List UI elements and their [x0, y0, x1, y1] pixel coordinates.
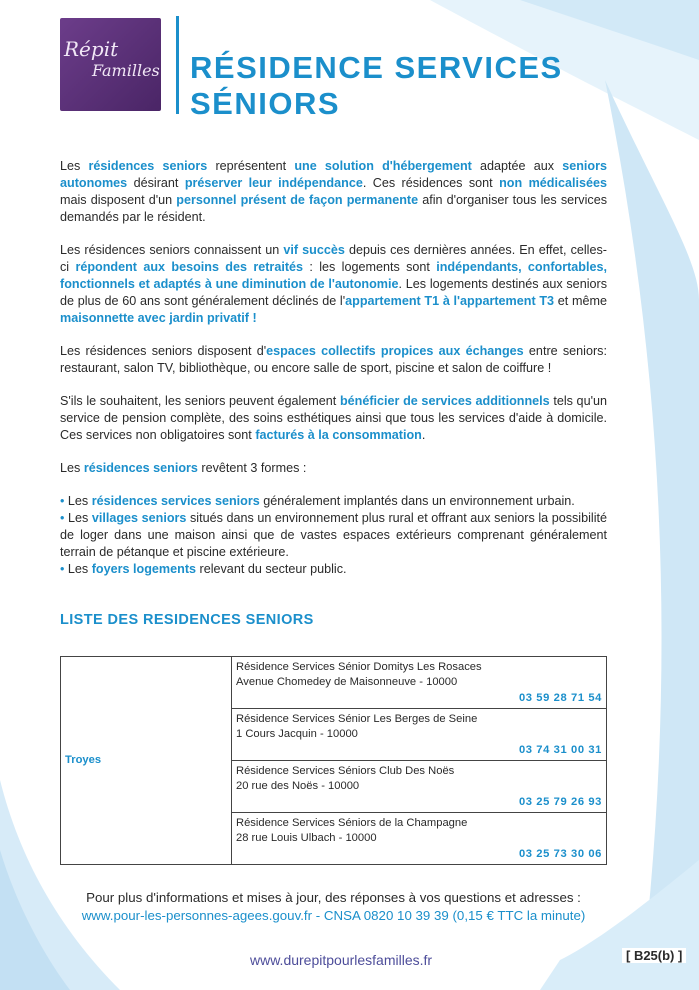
highlighted-text: une solution d'hébergement — [294, 159, 472, 173]
residence-phone[interactable]: 03 25 79 26 93 — [518, 796, 602, 808]
highlighted-text: indépendants, confortables, fonctionnels et adaptés à une diminution de l'autonomie — [60, 260, 608, 291]
residence-phone[interactable]: 03 74 31 00 31 — [518, 744, 602, 756]
highlighted-text: foyers logements — [91, 562, 197, 576]
body-text: S'ils le souhaitent, les seniors peuvent également — [60, 394, 340, 408]
repit-familles-logo — [60, 18, 161, 111]
highlighted-text: seniors autonomes — [60, 159, 608, 190]
paragraph-forms — [60, 460, 607, 477]
residence-name: Résidence Services Sénior Domitys Les Rosaces — [236, 661, 482, 673]
body-text: représentent — [207, 159, 295, 173]
footer-info-link[interactable]: www.pour-les-personnes-agees.gouv.fr - CNSA 0820 10 39 39 (0,15 € TTC la minute) — [81, 908, 586, 923]
body-text: Les résidences seniors disposent d' — [60, 344, 267, 358]
paragraph-services — [60, 393, 607, 444]
residence-entry — [232, 709, 607, 761]
main-content — [60, 158, 607, 578]
body-text: Les — [60, 461, 84, 475]
body-text: . Ces résidences sont — [362, 176, 500, 190]
highlighted-text: facturés à la consommation — [255, 428, 422, 442]
residence-address: 28 rue Louis Ulbach - 10000 — [236, 832, 377, 844]
highlighted-text: résidences seniors — [88, 159, 208, 173]
highlighted-text: résidences services seniors — [91, 494, 260, 508]
body-text: Les résidences seniors connaissent un — [60, 243, 284, 257]
highlighted-text: répondent aux besoins des retraités — [75, 260, 304, 274]
residence-list-title: LISTE DES RESIDENCES SENIORS — [60, 612, 314, 628]
body-text: Les — [67, 562, 92, 576]
body-text: revêtent 3 formes : — [197, 461, 307, 475]
residence-address: 1 Cours Jacquin - 10000 — [236, 728, 358, 740]
bullet-item — [60, 510, 607, 561]
footer-info-line1: Pour plus d'informations et mises à jour, des réponses à vos questions et adresses : — [86, 890, 581, 905]
body-text: Les — [67, 494, 92, 508]
highlighted-text: espaces collectifs propices aux échanges — [266, 344, 524, 358]
body-text: et même — [554, 294, 607, 308]
highlighted-text: non médicalisées — [499, 176, 607, 190]
highlighted-text: villages seniors — [91, 511, 187, 525]
body-text: . Les logements destinés aux seniors de plus de 60 ans sont généralement déclinés de l' — [60, 277, 607, 308]
highlighted-text: vif succès — [283, 243, 345, 257]
body-text: adaptée aux — [471, 159, 563, 173]
residence-address: Avenue Chomedey de Maisonneuve - 10000 — [236, 676, 458, 688]
body-text: relevant du secteur public. — [196, 562, 347, 576]
page-title: RÉSIDENCE SERVICES SÉNIORS — [190, 50, 563, 121]
highlighted-text: appartement T1 à l'appartement T3 — [345, 294, 555, 308]
highlighted-text: personnel présent de façon permanente — [176, 193, 419, 207]
logo-line2: Familles — [92, 61, 160, 80]
website-link[interactable]: www.durepitpourlesfamilles.fr — [250, 952, 433, 968]
body-text: mais disposent d'un — [60, 193, 177, 207]
paragraph-success — [60, 242, 607, 327]
page-reference: [ B25(b) ] — [622, 948, 686, 963]
forms-bullet-list — [60, 493, 607, 578]
bullet-icon: • — [60, 511, 68, 525]
residence-phone[interactable]: 03 59 28 71 54 — [518, 692, 602, 704]
residence-entry — [232, 657, 607, 709]
residence-table — [60, 656, 607, 865]
highlighted-text: bénéficier de services additionnels — [339, 394, 550, 408]
paragraph-intro — [60, 158, 607, 226]
body-text: désirant — [127, 176, 185, 190]
logo-line1: Répit — [64, 37, 119, 61]
residence-address: 20 rue des Noës - 10000 — [236, 780, 360, 792]
residence-name: Résidence Services Séniors Club Des Noës — [236, 765, 455, 777]
table-row — [61, 657, 607, 709]
bullet-icon: • — [60, 494, 68, 508]
body-text: . — [421, 428, 426, 442]
title-divider — [176, 16, 179, 114]
body-text: depuis ces dernières années. En effet, celles-ci — [60, 243, 607, 274]
paragraph-spaces — [60, 343, 607, 377]
body-text: situés dans un environnement plus rural et offrant aux seniors la possibilité de loger dans une maison ainsi que de vastes espaces extérieurs comprenant généralement terrain de pétanque et piscine extérieure. — [60, 511, 607, 559]
body-text: tels qu'un service de pension complète, des soins esthétiques ainsi que tous les services d'aide à domicile. Ces services non obligatoires sont — [60, 394, 607, 442]
bullet-item — [60, 493, 607, 510]
body-text: Les — [60, 159, 89, 173]
residence-name: Résidence Services Séniors de la Champagne — [236, 817, 468, 829]
bullet-item — [60, 561, 607, 578]
footer-info — [60, 889, 607, 925]
highlighted-text: préserver leur indépendance — [184, 176, 363, 190]
residence-entry — [232, 813, 607, 865]
body-text: afin d'organiser tous les services demandés par le résident. — [60, 193, 608, 224]
highlighted-text: résidences seniors — [83, 461, 198, 475]
city-cell: Troyes — [61, 657, 232, 865]
body-text: Les — [67, 511, 92, 525]
residence-phone[interactable]: 03 25 73 30 06 — [518, 848, 602, 860]
residence-name: Résidence Services Sénior Les Berges de Seine — [236, 713, 478, 725]
body-text: entre seniors: restaurant, salon TV, bibliothèque, ou encore salle de sport, piscine et salon de coiffure ! — [60, 344, 607, 375]
body-text: généralement implantés dans un environnement urbain. — [259, 494, 575, 508]
body-text: : les logements sont — [303, 260, 437, 274]
bullet-icon: • — [60, 562, 68, 576]
highlighted-text: maisonnette avec jardin privatif ! — [60, 311, 257, 325]
residence-entry — [232, 761, 607, 813]
